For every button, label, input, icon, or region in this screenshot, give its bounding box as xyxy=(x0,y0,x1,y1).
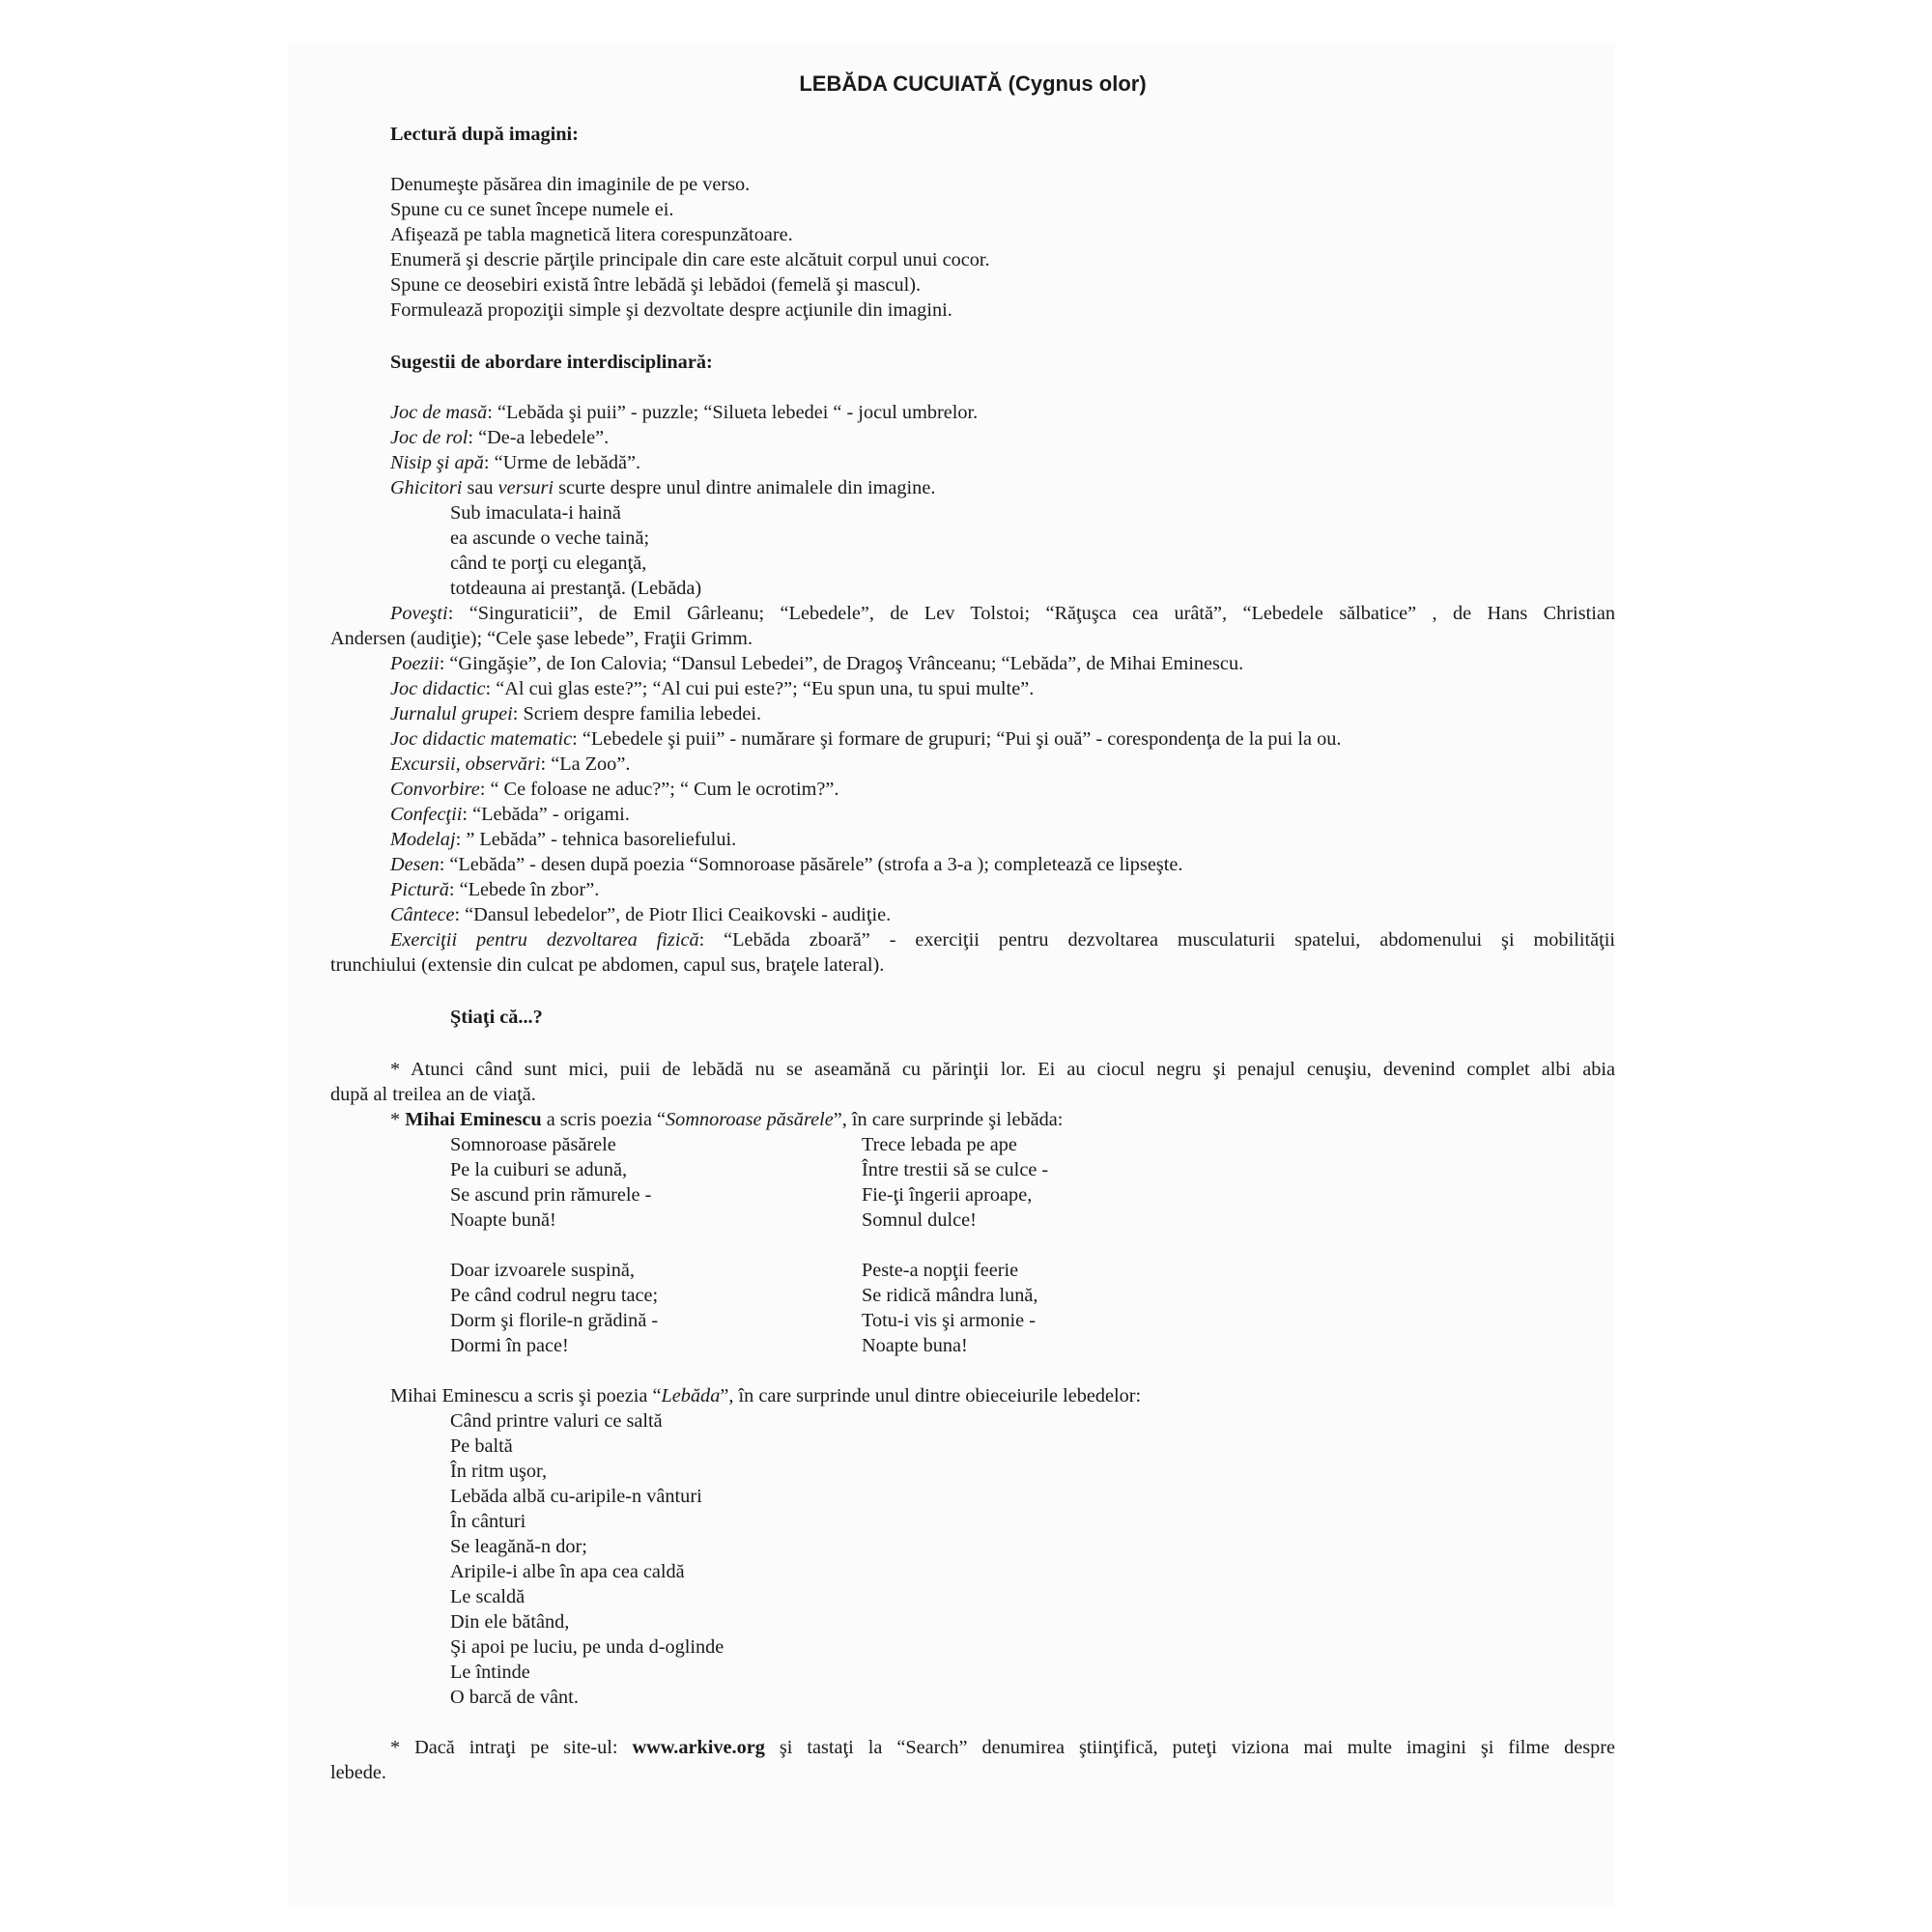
poem-line: Se ascund prin rămurele - xyxy=(450,1184,652,1206)
activity-item: Joc de rol: “De-a lebedele”. xyxy=(390,427,610,448)
poem-line: Pe când codrul negru tace; xyxy=(450,1285,659,1306)
poem-stanza-2 xyxy=(450,1258,1615,1358)
poem-line: Peste-a nopţii feerie xyxy=(862,1260,1019,1281)
riddle-line: Sub imaculata-i haină xyxy=(450,502,621,524)
instruction-line: Denumeşte păsărea din imaginile de pe verso. xyxy=(390,174,751,195)
poem-line: Noapte bună! xyxy=(450,1209,556,1231)
povesti-paragraph: Poveşti: “Singuraticii”, de Emil Gârleanu; “Lebedele”, de Lev Tolstoi; “Răţuşca cea urâtă”, “Lebedele sălbatice” , de Hans Christian Andersen (audiţie); “Cele şase lebede”, Fraţii Grimm. xyxy=(330,603,1615,649)
instruction-line: Enumeră şi descrie părţile principale din care este alcătuit corpul unui cocor. xyxy=(390,249,990,270)
fact-lebada-intro: Mihai Eminescu a scris şi poezia “Lebăda”, în care surprinde unul dintre obieceiurile lebedelor: xyxy=(390,1385,1142,1406)
poem-line: Somnul dulce! xyxy=(862,1209,977,1231)
exercitii-paragraph: Exerciţii pentru dezvoltarea fizică: “Lebăda zboară” - exerciţii pentru dezvoltarea musculaturii spatelui, abdomenului şi mobilităţii trunchiului (extensie din culcat pe abdomen, capul sus, braţele lateral). xyxy=(330,929,1616,976)
poem-line: Doar izvoarele suspină, xyxy=(450,1260,635,1281)
activity-item: Jurnalul grupei: Scriem despre familia lebedei. xyxy=(390,703,762,724)
instruction-line: Afişează pe tabla magnetică litera corespunzătoare. xyxy=(390,224,793,245)
poem-line: Dormi în pace! xyxy=(450,1335,569,1356)
instruction-line: Spune cu ce sunet începe numele ei. xyxy=(390,199,674,220)
poem-line: Între trestii să se culce - xyxy=(862,1159,1049,1180)
poem-line: Totu-i vis şi armonie - xyxy=(862,1310,1036,1331)
fact-eminescu-intro: * Mihai Eminescu a scris poezia “Somnoroase păsărele”, în care surprinde şi lebăda: xyxy=(390,1109,1064,1130)
activity-item: Joc de masă: “Lebăda şi puii” - puzzle; “Silueta lebedei “ - jocul umbrelor. xyxy=(390,402,979,423)
activity-item: Poezii: “Gingăşie”, de Ion Calovia; “Dansul Lebedei”, de Dragoş Vrânceanu; “Lebăda”, de Mihai Eminescu. xyxy=(390,653,1244,674)
poem-line: Din ele bătând, xyxy=(450,1611,570,1633)
section-heading-sugestii: Sugestii de abordare interdisciplinară: xyxy=(390,352,713,373)
poem-line: În cânturi xyxy=(450,1511,526,1532)
poem-line: Când printre valuri ce saltă xyxy=(450,1410,663,1432)
section-heading-lectura: Lectură după imagini: xyxy=(390,124,579,145)
poem-line: Dorm şi florile-n grădină - xyxy=(450,1310,659,1331)
activity-item: Joc didactic matematic: “Lebedele şi puii” - numărare şi formare de grupuri; “Pui şi ouă” - corespondenţa de la pui la ou. xyxy=(390,728,1342,750)
activity-item: Cântece: “Dansul lebedelor”, de Piotr Ilici Ceaikovski - audiţie. xyxy=(390,904,892,925)
riddle-line: când te porţi cu eleganţă, xyxy=(450,553,647,574)
poem-line: Pe baltă xyxy=(450,1435,513,1457)
activity-item: Nisip şi apă: “Urme de lebădă”. xyxy=(390,452,641,473)
instruction-line: Formulează propoziţii simple şi dezvoltate despre acţiunile din imagini. xyxy=(390,299,952,321)
poem-line: Se ridică mândra lună, xyxy=(862,1285,1038,1306)
poem-line: Le întinde xyxy=(450,1662,530,1683)
poem-line: Le scaldă xyxy=(450,1586,526,1607)
poem-line: Fie-ţi îngerii aproape, xyxy=(862,1184,1033,1206)
poem-line: Şi apoi pe luciu, pe unda d-oglinde xyxy=(450,1636,724,1658)
poem-line: În ritm uşor, xyxy=(450,1461,548,1482)
instruction-line: Spune ce deosebiri există între lebădă şi lebădoi (femelă şi mascul). xyxy=(390,274,922,296)
activity-item: Joc didactic: “Al cui glas este?”; “Al cui pui este?”; “Eu spun una, tu spui multe”. xyxy=(390,678,1035,699)
poem-line: Lebăda albă cu-aripile-n vânturi xyxy=(450,1486,702,1507)
activity-item: Convorbire: “ Ce foloase ne aduc?”; “ Cum le ocrotim?”. xyxy=(390,779,839,800)
riddle-line: totdeauna ai prestanţă. (Lebăda) xyxy=(450,578,702,599)
activity-item: Confecţii: “Lebăda” - origami. xyxy=(390,804,630,825)
poem-line: O barcă de vânt. xyxy=(450,1687,579,1708)
activity-item: Modelaj: ” Lebăda” - tehnica basoreliefului. xyxy=(390,829,737,850)
activity-item: Pictură: “Lebede în zbor”. xyxy=(390,879,600,900)
activity-item: Excursii, observări: “La Zoo”. xyxy=(390,753,631,775)
riddle-line: ea ascunde o veche taină; xyxy=(450,527,650,549)
fact-paragraph: * Atunci când sunt mici, puii de lebădă nu se aseamănă cu părinţii lor. Ei au ciocul negru şi penajul cenuşiu, devenind complet albi abia după al treilea an de viaţă. xyxy=(330,1059,1615,1105)
poem-line: Pe la cuiburi se adună, xyxy=(450,1159,628,1180)
poem-stanza-1 xyxy=(450,1132,1615,1233)
poem-line: Aripile-i albe în apa cea caldă xyxy=(450,1561,685,1582)
activity-item: Desen: “Lebăda” - desen după poezia “Somnoroase păsărele” (strofa a 3-a ); completează ce lipseşte. xyxy=(390,854,1183,875)
document-content xyxy=(330,68,1615,1785)
poem-line: Noapte buna! xyxy=(862,1335,968,1356)
riddle-intro: Ghicitori sau versuri scurte despre unul dintre animalele din imagine. xyxy=(390,477,936,498)
poem-line: Se leagănă-n dor; xyxy=(450,1536,587,1557)
poem-line: Trece lebada pe ape xyxy=(862,1134,1017,1155)
poem-line: Somnoroase păsărele xyxy=(450,1134,616,1155)
fact-arkive-paragraph: * Dacă intraţi pe site-ul: www.arkive.org şi tastaţi la “Search” denumirea ştiinţifică, puteţi viziona mai multe imagini şi filme despre lebede. xyxy=(330,1737,1615,1783)
section-heading-stiati: Ştiaţi că...? xyxy=(450,1007,543,1028)
page-title: LEBĂDA CUCUIATĂ (Cygnus olor) xyxy=(799,71,1147,96)
arkive-link-text: www.arkive.org xyxy=(632,1737,765,1758)
